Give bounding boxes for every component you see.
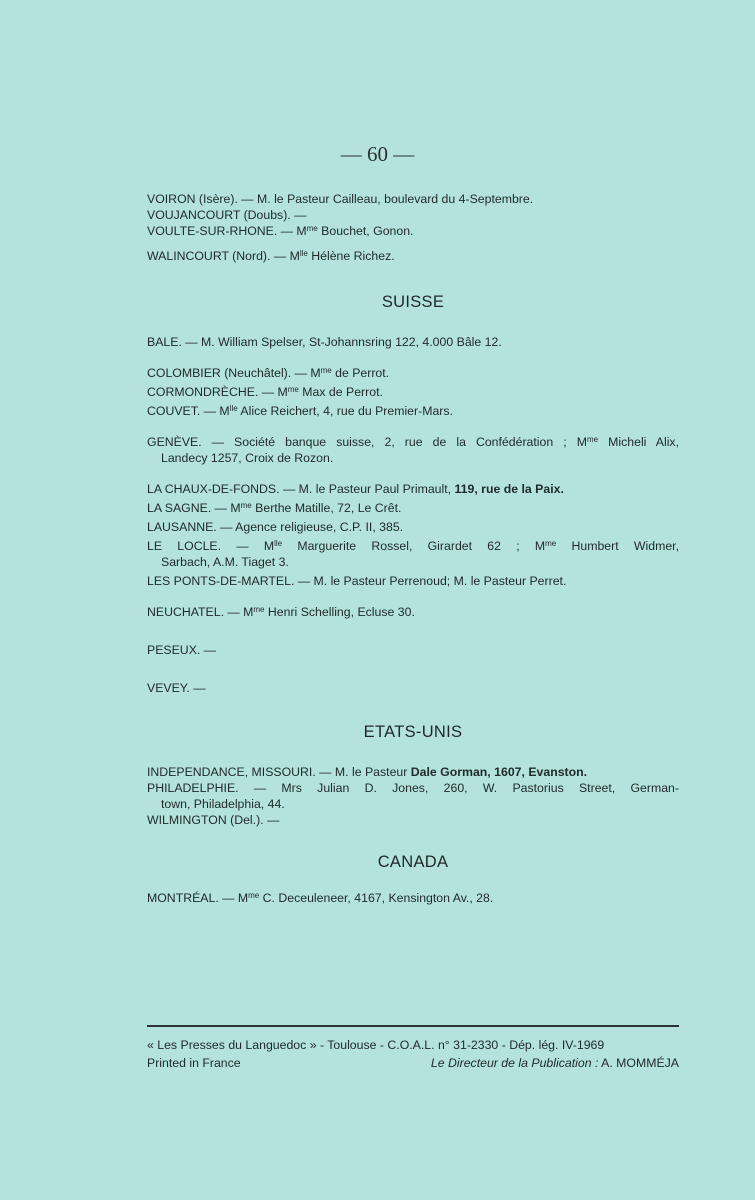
imprint-footer	[147, 1036, 679, 1072]
entry-bale: BALE. — M. William Spelser, St-Johannsring 122, 4.000 Bâle 12.	[147, 335, 502, 349]
entry-walincourt: WALINCOURT (Nord). — $M^{lle}$ Hélène Richez.	[147, 249, 395, 263]
entry-les-ponts-de-martel: LES PONTS-DE-MARTEL. — M. le Pasteur Perrenoud; M. le Pasteur Perret.	[147, 574, 567, 588]
footer-line-2	[147, 1054, 679, 1072]
footer-publisher: « Les Presses du Languedoc » - Toulouse - C.O.A.L. n° 31-2330 - Dép. lég. IV-1969	[147, 1038, 605, 1052]
entry-voujancourt: VOUJANCOURT (Doubs). —	[147, 208, 307, 222]
footer-line-1	[147, 1036, 679, 1054]
entry-lausanne: LAUSANNE. — Agence religieuse, C.P. II, 385.	[147, 520, 404, 534]
section-heading-canada: CANADA	[377, 853, 449, 871]
entry-voiron: VOIRON (Isère). — M. le Pasteur Cailleau, boulevard du 4-Septembre.	[147, 192, 534, 206]
entry-couvet: COUVET. — $M^{lle}$ Alice Reichert, 4, rue du Premier-Mars.	[147, 404, 453, 418]
entry-voulte: VOULTE-SUR-RHONE. — $M^{me}$ Bouchet, Gonon.	[147, 224, 414, 238]
entry-neuchatel: NEUCHATEL. — $M^{me}$ Henri Schelling, Ecluse 30.	[147, 605, 415, 619]
footer-rule	[147, 1025, 679, 1027]
entry-independance: INDEPENDANCE, MISSOURI. — M. le Pasteur Dale Gorman, 1607, Evanston.	[147, 765, 588, 779]
page-number: — 60 —	[340, 142, 415, 166]
section-heading-suisse: SUISSE	[381, 293, 445, 311]
entry-montreal: MONTRÉAL. — $M^{me}$ C. Deceuleneer, 4167, Kensington Av., 28.	[147, 891, 494, 905]
section-heading-etats-unis: ETATS-UNIS	[363, 723, 463, 741]
footer-printed: Printed in France	[147, 1056, 241, 1070]
entry-la-sagne: LA SAGNE. — $M^{me}$ Berthe Matille, 72, Le Crêt.	[147, 501, 402, 515]
entry-wilmington: WILMINGTON (Del.). —	[147, 813, 280, 827]
entry-peseux: PESEUX. —	[147, 643, 217, 657]
directory-list	[147, 191, 679, 906]
entry-vevey: VEVEY. —	[147, 681, 206, 695]
entry-philadelphie: PHILADELPHIE. — Mrs Julian D. Jones, 260, W. Pastorius Street, German- town, Philadelphia, 44.	[147, 781, 679, 811]
entry-le-locle: LE LOCLE. — $M^{lle}$ Marguerite Rossel, Girardet 62 ; $M^{me}$ Humbert Widmer, Sarbach, A.M. Tiaget 3.	[147, 539, 679, 569]
footer-director: Le Directeur de la Publication : A. MOMMÉJA	[430, 1056, 679, 1070]
entry-colombier: COLOMBIER (Neuchâtel). — $M^{me}$ de Perrot.	[147, 366, 390, 380]
entry-geneve: GENÈVE. — Société banque suisse, 2, rue de la Confédération ; $M^{me}$ Micheli Alix, Landecy 1257, Croix de Rozon.	[147, 435, 679, 465]
entry-cormondreche: CORMONDRÈCHE. — $M^{me}$ Max de Perrot.	[147, 385, 383, 399]
entry-chaux-de-fonds: LA CHAUX-DE-FONDS. — M. le Pasteur Paul Primault, 119, rue de la Paix.	[147, 482, 564, 496]
